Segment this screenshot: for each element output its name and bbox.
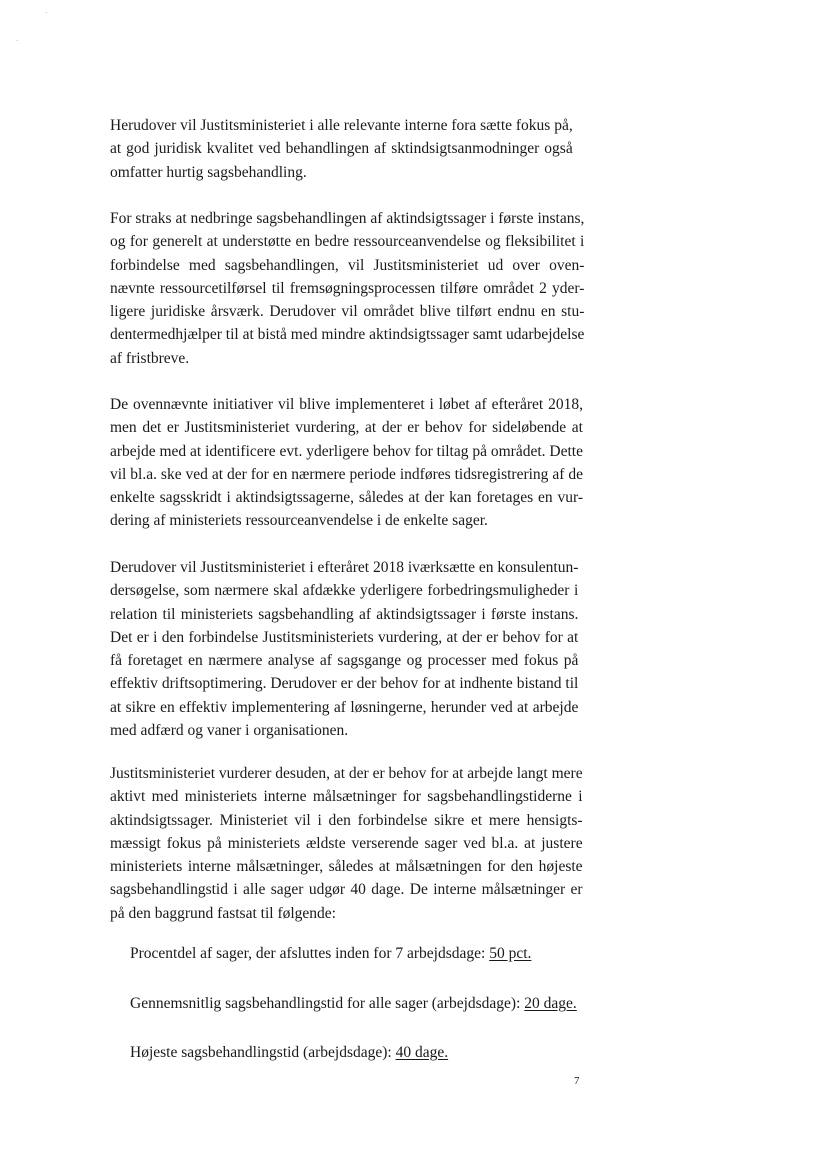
text-line: mæssigt fokus på ministeriets ældste verserende sager ved bl.a. at justere xyxy=(110,834,583,852)
text-line: dering af ministeriets ressourceanvendelse i de enkelte sager. xyxy=(110,512,488,530)
text-line: enkelte sagsskridt i aktindsigtssagerne, således at der kan foretages en vur- xyxy=(110,489,583,507)
target-item-max-processing-time xyxy=(130,1041,448,1064)
text-line: For straks at nedbringe sagsbehandlingen af aktindsigtssager i første instans, xyxy=(110,210,585,227)
text-line: vil bl.a. ske ved at der for en nærmere periode indføres tidsregistrering af de xyxy=(110,465,583,483)
target-item-share-within-7-days xyxy=(130,942,531,965)
text-line: Det er i den forbindelse Justitsministeriets vurdering, at der er behov for at xyxy=(110,628,579,646)
text-line: Justitsministeriet vurderer desuden, at der er behov for at arbejde langt mere xyxy=(110,765,583,782)
target-label: Gennemsnitlig sagsbehandlingstid for alle sager (arbejdsdage): xyxy=(130,995,521,1012)
target-value: 20 dage. xyxy=(524,995,577,1012)
text-line: effektiv driftsoptimering. Derudover er der behov for at indhente bistand til xyxy=(110,675,579,693)
target-value: 40 dage. xyxy=(395,1044,449,1061)
paragraph-1 xyxy=(110,114,573,184)
text-line: Herudover vil Justitsministeriet i alle relevante interne fora sætte fokus på, xyxy=(110,117,573,134)
scan-speck: ˙ xyxy=(44,12,49,22)
text-line: relation til ministeriets sagsbehandling af aktindsigtssager i første instans. xyxy=(110,605,579,623)
text-line: at sikre en effektiv implementering af løsningerne, herunder ved at arbejde xyxy=(110,698,579,716)
paragraph-4 xyxy=(110,556,578,742)
text-line: dentermedhjælper til at bistå med mindre aktindsigtssager samt udarbejdelse xyxy=(110,326,585,344)
target-label: Højeste sagsbehandlingstid (arbejdsdage): xyxy=(130,1044,392,1061)
text-line: på den baggrund fastsat til følgende: xyxy=(110,904,336,922)
text-line: men det er Justitsministeriet vurdering, at der er behov for sideløbende at xyxy=(110,419,583,437)
paragraph-5 xyxy=(110,762,583,925)
text-line: ligere juridiske årsværk. Derudover vil området blive tilført endnu en stu- xyxy=(110,303,585,321)
text-line: af fristbreve. xyxy=(110,349,190,367)
text-line: få foretaget en nærmere analyse af sagsgange og processer med fokus på xyxy=(110,652,579,670)
text-line: nævnte ressourcetilførsel til fremsøgningsprocessen tilføre området 2 yder- xyxy=(110,279,585,297)
text-line: aktivt med ministeriets interne målsætninger for sagsbehandlingstiderne i xyxy=(110,788,583,806)
scan-speck: ˙ xyxy=(15,40,20,50)
text-line: forbindelse med sagsbehandlingen, vil Justitsministeriet ud over oven- xyxy=(110,256,585,274)
text-line: aktindsigtssager. Ministeriet vil i den forbindelse sikre et mere hensigts- xyxy=(110,811,583,829)
page-number: 7 xyxy=(574,1075,580,1087)
paragraph-3 xyxy=(110,393,583,533)
text-line: at god juridisk kvalitet ved behandlingen af sktindsigtsanmodninger også xyxy=(110,140,573,158)
target-value: 50 pct. xyxy=(489,945,532,962)
text-line: ministeriets interne målsætninger, således at målsætningen for den højeste xyxy=(110,858,583,876)
text-line: dersøgelse, som nærmere skal afdække yderligere forbedringsmuligheder i xyxy=(110,582,579,600)
text-line: omfatter hurtig sagsbehandling. xyxy=(110,163,307,181)
text-line: Derudover vil Justitsministeriet i efteråret 2018 iværksætte en konsulentun- xyxy=(110,559,579,576)
text-line: arbejde med at identificere evt. yderligere behov for tiltag på området. Dette xyxy=(110,442,583,460)
text-line: sagsbehandlingstid i alle sager udgør 40 dage. De interne målsætninger er xyxy=(110,881,583,899)
text-line: De ovennævnte initiativer vil blive implementeret i løbet af efteråret 2018, xyxy=(110,396,583,413)
text-line: med adfærd og vaner i organisationen. xyxy=(110,722,349,740)
target-item-average-processing-time xyxy=(130,992,577,1015)
target-label: Procentdel af sager, der afsluttes inden for 7 arbejdsdage: xyxy=(130,945,486,962)
text-line: og for generelt at understøtte en bedre ressourceanvendelse og fleksibilitet i xyxy=(110,233,585,251)
paragraph-2 xyxy=(110,207,584,370)
